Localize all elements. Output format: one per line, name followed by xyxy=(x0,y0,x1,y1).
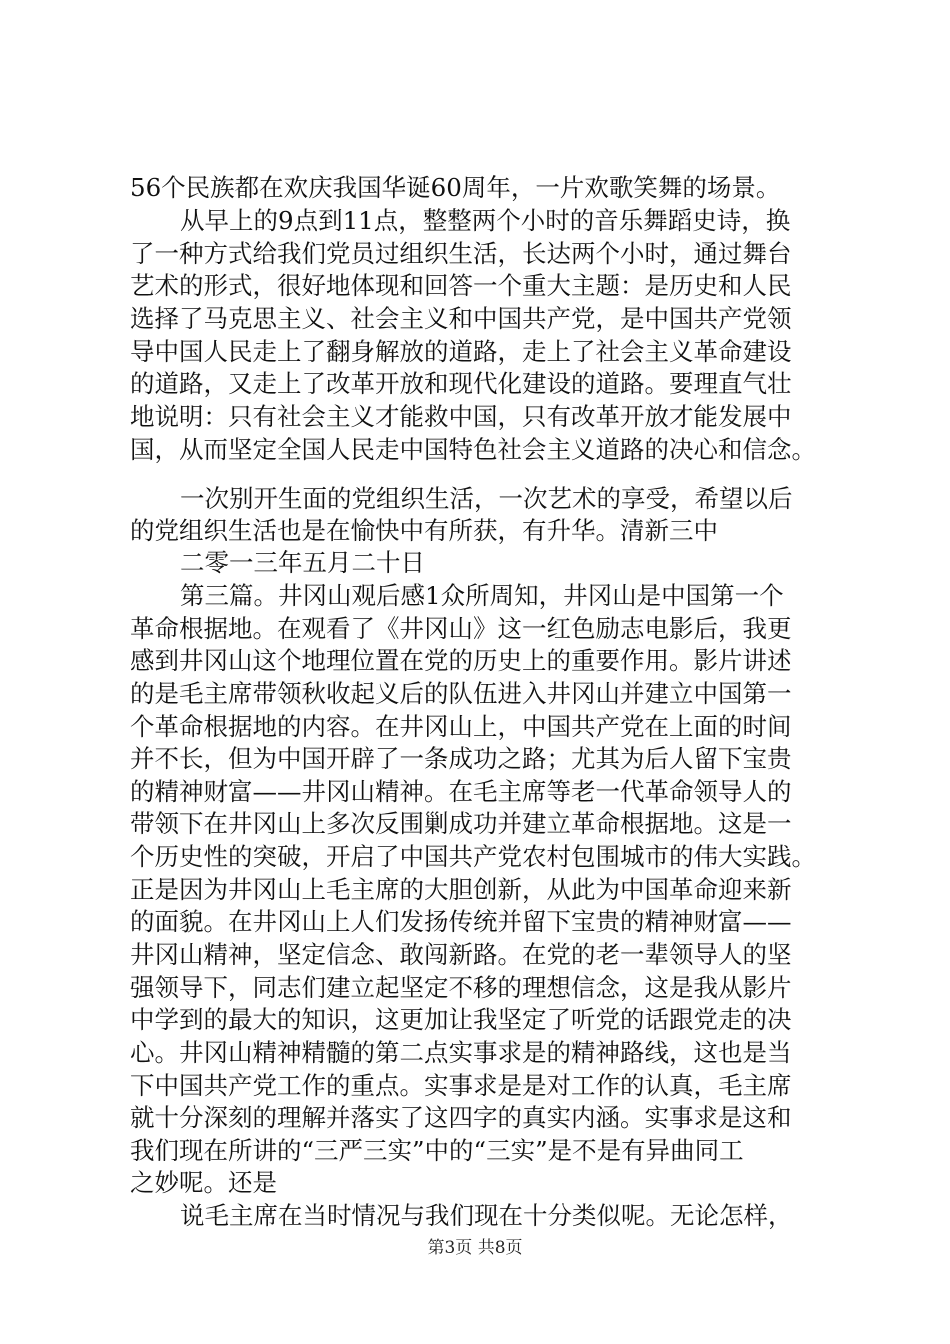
text-line: 的党组织生活也是在愉快中有所获，有升华。清新三中 xyxy=(130,516,718,545)
text-line: 就十分深刻的理解并落实了这四字的真实内涵。实事求是这和 xyxy=(130,1103,792,1132)
text-line: 的道路，又走上了改革开放和现代化建设的道路。要理直气壮 xyxy=(130,369,792,398)
text-line: 国，从而坚定全国人民走中国特色社会主义道路的决心和信念。 xyxy=(130,435,816,464)
date-line: 二零一三年五月二十日 xyxy=(180,548,425,577)
text-line: 中学到的最大的知识，这更加让我坚定了听党的话跟党走的决 xyxy=(130,1005,792,1034)
text-line: 导中国人民走上了翻身解放的道路，走上了社会主义革命建设 xyxy=(130,337,792,366)
text-line: 一次别开生面的党组织生活，一次艺术的享受，希望以后 xyxy=(180,484,793,513)
text-line: 从早上的9点到11点，整整两个小时的音乐舞蹈史诗，换 xyxy=(180,206,791,235)
text-line: 选择了马克思主义、社会主义和中国共产党，是中国共产党领 xyxy=(130,304,792,333)
text-line: 并不长，但为中国开辟了一条成功之路；尤其为后人留下宝贵 xyxy=(130,744,792,773)
text-line: 的精神财富——井冈山精神。在毛主席等老一代革命领导人的 xyxy=(130,777,792,806)
text-line: 感到井冈山这个地理位置在党的历史上的重要作用。影片讲述 xyxy=(130,646,792,675)
text-line: 强领导下，同志们建立起坚定不移的理想信念，这是我从影片 xyxy=(130,973,792,1002)
text-line: 心。井冈山精神精髓的第二点实事求是的精神路线，这也是当 xyxy=(130,1038,792,1067)
text-line: 的是毛主席带领秋收起义后的队伍进入井冈山并建立中国第一 xyxy=(130,679,792,708)
text-line: 的面貌。在井冈山上人们发扬传统并留下宝贵的精神财富—— xyxy=(130,907,792,936)
text-line: 革命根据地。在观看了《井冈山》这一红色励志电影后，我更 xyxy=(130,614,792,643)
text-line: 带领下在井冈山上多次反围剿成功并建立革命根据地。这是一 xyxy=(130,809,792,838)
text-line: 个革命根据地的内容。在井冈山上，中国共产党在上面的时间 xyxy=(130,712,792,741)
text-line: 我们现在所讲的“三严三实”中的“三实”是不是有异曲同工 xyxy=(130,1136,744,1165)
text-line: 个历史性的突破，开启了中国共产党农村包围城市的伟大实践。 xyxy=(130,842,816,871)
text-line: 了一种方式给我们党员过组织生活，长达两个小时，通过舞台 xyxy=(130,239,792,268)
text-line: 地说明：只有社会主义才能救中国，只有改革开放才能发展中 xyxy=(130,402,792,431)
text-line: 艺术的形式，很好地体现和回答一个重大主题：是历史和人民 xyxy=(130,271,792,300)
page-number-footer: 第3页 共8页 xyxy=(427,1238,523,1258)
text-line: 56个民族都在欢庆我国华诞60周年，一片欢歌笑舞的场景。 xyxy=(130,173,781,202)
section-heading-line: 第三篇。井冈山观后感1众所周知，井冈山是中国第一个 xyxy=(180,581,784,610)
text-line: 下中国共产党工作的重点。实事求是是对工作的认真，毛主席 xyxy=(130,1071,792,1100)
text-line: 正是因为井冈山上毛主席的大胆创新，从此为中国革命迎来新 xyxy=(130,875,792,904)
text-line: 说毛主席在当时情况与我们现在十分类似呢。无论怎样， xyxy=(180,1201,793,1230)
text-line: 井冈山精神，坚定信念、敢闯新路。在党的老一辈领导人的坚 xyxy=(130,940,792,969)
text-line: 之妙呢。还是 xyxy=(130,1168,277,1197)
